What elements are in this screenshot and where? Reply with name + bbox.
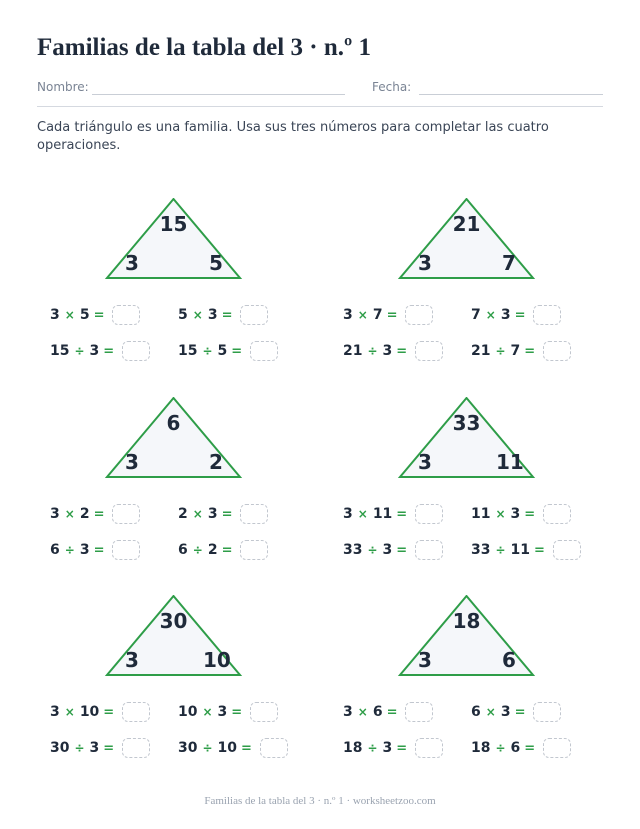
equation-operand: 2	[207, 542, 218, 558]
times-sign: ×	[485, 308, 496, 322]
triangle-left-number: 3	[125, 251, 139, 275]
answer-box[interactable]	[112, 504, 140, 524]
instructions: Cada triángulo es una familia. Usa sus tres números para completar las cuatro operaciones.	[37, 120, 549, 153]
divide-sign: ÷	[495, 543, 506, 557]
answer-box[interactable]	[260, 738, 288, 758]
answer-box[interactable]	[553, 540, 581, 560]
triangle-right-number: 2	[209, 450, 223, 474]
equation-operand: 3	[343, 506, 353, 522]
answer-box[interactable]	[122, 341, 150, 361]
times-sign: ×	[485, 705, 496, 719]
equals-sign: =	[386, 307, 398, 323]
answer-box[interactable]	[240, 305, 268, 325]
equation-operand: 30	[50, 740, 70, 756]
times-sign: ×	[357, 705, 368, 719]
equals-sign: =	[93, 307, 105, 323]
answer-box[interactable]	[415, 738, 443, 758]
triangle-top-number: 18	[452, 609, 481, 633]
divide-sign: ÷	[74, 344, 85, 358]
equation-operand: 5	[217, 343, 228, 359]
answer-box[interactable]	[415, 504, 443, 524]
equals-sign: =	[103, 343, 115, 359]
answer-box[interactable]	[543, 341, 571, 361]
answer-box[interactable]	[415, 341, 443, 361]
divide-sign: ÷	[202, 344, 213, 358]
equation	[343, 502, 443, 526]
answer-box[interactable]	[543, 504, 571, 524]
fact-family-4	[343, 397, 640, 587]
equation-operand: 6	[178, 542, 188, 558]
triangle-right-number: 7	[502, 251, 516, 275]
triangle-top-number: 21	[452, 212, 481, 236]
equals-sign: =	[514, 307, 526, 323]
equation-operand: 15	[50, 343, 70, 359]
equation	[50, 736, 150, 760]
answer-box[interactable]	[250, 341, 278, 361]
equation	[471, 736, 571, 760]
equation	[471, 303, 561, 327]
answer-box[interactable]	[112, 305, 140, 325]
equation	[50, 502, 140, 526]
answer-box[interactable]	[533, 702, 561, 722]
equals-sign: =	[103, 740, 115, 756]
triangle-right-number: 6	[502, 648, 516, 672]
fact-family-1	[50, 198, 350, 388]
equals-sign: =	[93, 542, 105, 558]
equation-operand: 6	[510, 740, 521, 756]
equation	[343, 303, 433, 327]
equation-operand: 3	[500, 704, 511, 720]
equation	[178, 700, 278, 724]
equation-operand: 18	[471, 740, 491, 756]
equation	[471, 700, 561, 724]
equation	[50, 700, 150, 724]
equation-operand: 33	[343, 542, 363, 558]
answer-box[interactable]	[405, 702, 433, 722]
equals-sign: =	[221, 307, 233, 323]
equation-operand: 3	[79, 542, 90, 558]
equals-sign: =	[396, 542, 408, 558]
times-sign: ×	[357, 507, 368, 521]
equation	[343, 736, 443, 760]
fact-family-5	[50, 595, 350, 785]
equation-operand: 10	[217, 740, 238, 756]
triangle-top-number: 15	[159, 212, 188, 236]
equation-operand: 7	[372, 307, 383, 323]
equals-sign: =	[524, 740, 536, 756]
times-sign: ×	[64, 507, 75, 521]
triangle-left-number: 3	[125, 450, 139, 474]
equation-operand: 3	[500, 307, 511, 323]
equation-operand: 3	[343, 307, 353, 323]
answer-box[interactable]	[405, 305, 433, 325]
divide-sign: ÷	[64, 543, 75, 557]
triangle-left-number: 3	[125, 648, 139, 672]
triangle-right-number: 5	[209, 251, 223, 275]
times-sign: ×	[64, 705, 75, 719]
answer-box[interactable]	[240, 540, 268, 560]
equals-sign: =	[103, 704, 115, 720]
fact-family-2	[343, 198, 640, 388]
triangle-top-number: 30	[159, 609, 188, 633]
triangle-left-number: 3	[418, 251, 432, 275]
equals-sign: =	[396, 506, 408, 522]
equation	[343, 700, 433, 724]
equation-operand: 18	[343, 740, 363, 756]
fact-family-6	[343, 595, 640, 785]
divide-sign: ÷	[367, 543, 378, 557]
equals-sign: =	[221, 506, 233, 522]
equation-operand: 6	[372, 704, 383, 720]
equation-operand: 3	[510, 506, 521, 522]
times-sign: ×	[357, 308, 368, 322]
equation-operand: 10	[79, 704, 100, 720]
answer-box[interactable]	[122, 738, 150, 758]
footer: Familias de la tabla del 3 · n.º 1 · worksheetzoo.com	[204, 795, 436, 807]
equation	[50, 538, 140, 562]
equation-operand: 3	[343, 704, 353, 720]
equation-operand: 7	[471, 307, 481, 323]
equals-sign: =	[241, 740, 252, 756]
triangle-left-number: 3	[418, 648, 432, 672]
equals-sign: =	[221, 542, 233, 558]
equals-sign: =	[524, 506, 536, 522]
triangle-left-number: 3	[418, 450, 432, 474]
triangle-top-number: 6	[166, 411, 181, 435]
equation-operand: 3	[382, 343, 393, 359]
equation-operand: 3	[382, 740, 393, 756]
worksheet-title: Familias de la tabla del 3 · n.º 1	[37, 34, 371, 61]
equation-operand: 7	[510, 343, 521, 359]
divide-sign: ÷	[74, 741, 85, 755]
equation-operand: 3	[89, 740, 100, 756]
equation-operand: 30	[178, 740, 198, 756]
equation-operand: 3	[217, 704, 228, 720]
answer-box[interactable]	[122, 702, 150, 722]
equation	[178, 736, 288, 760]
header-divider	[37, 106, 603, 107]
equals-sign: =	[514, 704, 526, 720]
equation-operand: 2	[178, 506, 188, 522]
equation-operand: 6	[50, 542, 60, 558]
equation-operand: 2	[79, 506, 90, 522]
equation	[343, 339, 443, 363]
equation	[343, 538, 443, 562]
equation-operand: 5	[178, 307, 188, 323]
equation	[50, 339, 150, 363]
times-sign: ×	[192, 308, 203, 322]
triangle-top-number: 33	[452, 411, 481, 435]
equation-operand: 11	[471, 506, 491, 522]
equation-operand: 11	[372, 506, 393, 522]
name-line[interactable]	[92, 94, 345, 95]
equation-operand: 3	[207, 307, 218, 323]
equation-operand: 3	[207, 506, 218, 522]
equation-operand: 6	[471, 704, 481, 720]
equation-operand: 3	[50, 506, 60, 522]
answer-box[interactable]	[533, 305, 561, 325]
triangle-right-number: 10	[203, 648, 231, 672]
equation-operand: 11	[510, 542, 531, 558]
date-line[interactable]	[419, 94, 603, 95]
equation-operand: 10	[178, 704, 198, 720]
divide-sign: ÷	[367, 344, 378, 358]
times-sign: ×	[495, 507, 506, 521]
equals-sign: =	[524, 343, 536, 359]
times-sign: ×	[202, 705, 213, 719]
equation	[178, 339, 278, 363]
date-label: Fecha:	[372, 80, 412, 94]
name-label: Nombre:	[37, 80, 89, 94]
equals-sign: =	[231, 704, 243, 720]
answer-box[interactable]	[240, 504, 268, 524]
equation	[471, 339, 571, 363]
fact-family-3	[50, 397, 350, 587]
equals-sign: =	[534, 542, 545, 558]
equation-operand: 5	[79, 307, 90, 323]
equation-operand: 3	[382, 542, 393, 558]
equation	[471, 502, 571, 526]
equation-operand: 3	[50, 307, 60, 323]
times-sign: ×	[192, 507, 203, 521]
equation-operand: 33	[471, 542, 491, 558]
divide-sign: ÷	[367, 741, 378, 755]
equation	[50, 303, 140, 327]
divide-sign: ÷	[495, 344, 506, 358]
divide-sign: ÷	[192, 543, 203, 557]
equals-sign: =	[396, 740, 408, 756]
equation-operand: 3	[50, 704, 60, 720]
equation	[178, 538, 268, 562]
equation	[178, 303, 268, 327]
equation-operand: 21	[471, 343, 491, 359]
equation	[178, 502, 268, 526]
triangle-right-number: 11	[496, 450, 524, 474]
equals-sign: =	[396, 343, 408, 359]
answer-box[interactable]	[112, 540, 140, 560]
divide-sign: ÷	[202, 741, 213, 755]
answer-box[interactable]	[543, 738, 571, 758]
answer-box[interactable]	[415, 540, 443, 560]
answer-box[interactable]	[250, 702, 278, 722]
equals-sign: =	[386, 704, 398, 720]
equation	[471, 538, 581, 562]
equation-operand: 21	[343, 343, 363, 359]
divide-sign: ÷	[495, 741, 506, 755]
equals-sign: =	[231, 343, 243, 359]
equation-operand: 3	[89, 343, 100, 359]
times-sign: ×	[64, 308, 75, 322]
equals-sign: =	[93, 506, 105, 522]
equation-operand: 15	[178, 343, 198, 359]
